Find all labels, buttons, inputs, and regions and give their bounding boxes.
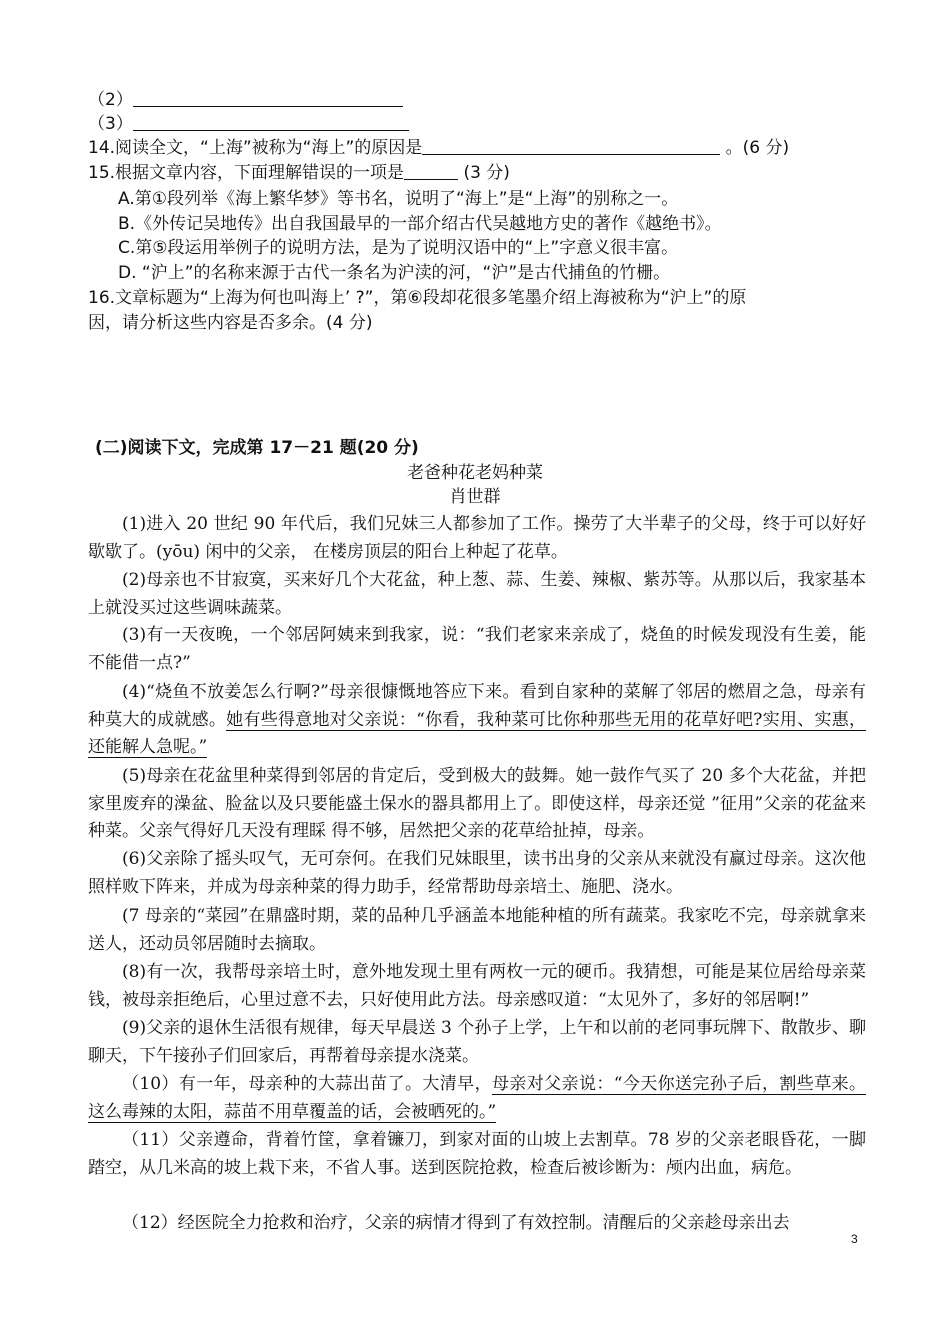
paragraph-8: (8)有一次，我帮母亲培土时，意外地发现土里有两枚一元的硬币。我猜想，可能是某位居给母亲菜钱，被母亲拒绝后，心里过意不去，只好使用此方法。母亲感叹道：“太见外了，多好的邻居啊!” bbox=[88, 962, 866, 1010]
answer-blank[interactable] bbox=[133, 88, 403, 107]
question-15-text: 15.根据文章内容，下面理解错误的一项是 bbox=[88, 163, 405, 183]
answer-line-2 bbox=[88, 88, 403, 113]
article-author: 肖世群 bbox=[449, 487, 501, 507]
article-title: 老爸种花老妈种菜 bbox=[407, 463, 543, 483]
paragraph-2: (2)母亲也不甘寂寞，买来好几个大花盆，种上葱、蒜、生姜、辣椒、紫苏等。从那以后，我家基本上就没买过这些调味蔬菜。 bbox=[88, 570, 866, 618]
paragraph-4 bbox=[88, 679, 866, 762]
paragraph-12: （12）经医院全力抢救和治疗，父亲的病情才得到了有效控制。清醒后的父亲趁母亲出去 bbox=[122, 1213, 790, 1233]
question-14-text: 14.阅读全文，“上海”被称为“海上”的原因是 bbox=[88, 138, 423, 158]
question-14-blank[interactable] bbox=[422, 136, 720, 155]
paragraph-3: (3)有一天夜晚，一个邻居阿姨来到我家，说：“我们老家来亲成了，烧鱼的时候发现没有生姜，能不能借一点?” bbox=[88, 625, 866, 673]
question-16-line-1: 16.文章标题为“上海为何也叫海上’ ?”，第⑥段却花很多笔墨介绍上海被称为“沪上”的原 bbox=[88, 288, 747, 308]
question-14 bbox=[88, 136, 789, 161]
answer-blank[interactable] bbox=[133, 112, 409, 131]
answer-line-3 bbox=[88, 112, 409, 137]
paragraph-10 bbox=[88, 1071, 866, 1126]
paragraph-4-text: (4)“烧鱼不放姜怎么行啊?”母亲很慷慨地答应下来。看到自家种的菜解了邻居的燃眉之急，母亲有种莫大的成就感。 bbox=[88, 682, 866, 730]
answer-line-label: （3） bbox=[88, 114, 133, 134]
paragraph-10-text: （10）有一年，母亲种的大蒜出苗了。大清早， bbox=[122, 1074, 492, 1094]
page-number: 3 bbox=[851, 1232, 858, 1246]
paragraph-1: (1)进入 20 世纪 90 年代后，我们兄妹三人都参加了工作。操劳了大半辈子的父母，终于可以好好歇歇了。(yōu) 闲中的父亲， 在楼房顶层的阳台上种起了花草。 bbox=[88, 514, 866, 562]
question-15-blank[interactable] bbox=[404, 161, 458, 180]
question-15-score: (3 分) bbox=[463, 163, 510, 183]
paragraph-4-underlined: 她有些得意地对父亲说：“你看，我种菜可比你种那些无用的花草好吧?实用、实惠，还能解人急呢。” bbox=[88, 709, 866, 758]
paragraph-7: (7 母亲的“菜园”在鼎盛时期，菜的品种几乎涵盖本地能种植的所有蔬菜。我家吃不完，母亲就拿来送人，还动员邻居随时去摘取。 bbox=[88, 906, 866, 954]
question-14-score: 。(6 分) bbox=[725, 138, 790, 158]
section-heading: (二)阅读下文，完成第 17－21 题(20 分) bbox=[95, 438, 419, 458]
option-a: A.第①段列举《海上繁华梦》等书名，说明了“海上”是“上海”的别称之一。 bbox=[118, 189, 679, 209]
answer-line-label: （2） bbox=[88, 90, 133, 110]
paragraph-9: (9)父亲的退休生活很有规律，每天早晨送 3 个孙子上学，上午和以前的老同事玩牌下、散散步、聊聊天，下午接孙子们回家后，再帮着母亲提水浇菜。 bbox=[88, 1018, 866, 1066]
option-b: B.《外传记吴地传》出自我国最早的一部介绍古代吴越地方史的著作《越绝书》。 bbox=[118, 214, 722, 234]
paragraph-5: (5)母亲在花盆里种菜得到邻居的肯定后，受到极大的鼓舞。她一鼓作气买了 20 多个大花盆，并把家里废弃的澡盆、脸盆以及只要能盛土保水的器具都用上了。即使这样，母亲还觉 ”征用”父亲的花盆来种菜。父亲气得好几天没有理睬 得不够，居然把父亲的花草给扯掉，母亲。 bbox=[88, 766, 866, 842]
paragraph-11: （11）父亲遵命，背着竹筐，拿着镰刀，到家对面的山坡上去割草。78 岁的父亲老眼昏花，一脚踏空，从几米高的坡上栽下来，不省人事。送到医院抢救，检查后被诊断为：颅内出血，病危。 bbox=[88, 1130, 866, 1178]
paragraph-6: (6)父亲除了摇头叹气，无可奈何。在我们兄妹眼里，读书出身的父亲从来就没有赢过母亲。这次他照样败下阵来，并成为母亲种菜的得力助手，经常帮助母亲培土、施肥、浇水。 bbox=[88, 849, 866, 897]
question-16-line-2: 因，请分析这些内容是否多余。(4 分) bbox=[88, 313, 373, 333]
option-c: C.第⑤段运用举例子的说明方法，是为了说明汉语中的“上”字意义很丰富。 bbox=[118, 238, 679, 258]
option-d: D. “沪上”的名称来源于古代一条名为沪渎的河，“沪”是古代捕鱼的竹栅。 bbox=[118, 263, 671, 283]
paragraph-10-underlined: 母亲对父亲说：“今天你送完孙子后，割些草来。这么毒辣的太阳，蒜苗不用草覆盖的话，会被晒死的。” bbox=[88, 1074, 866, 1122]
question-15 bbox=[88, 161, 510, 186]
